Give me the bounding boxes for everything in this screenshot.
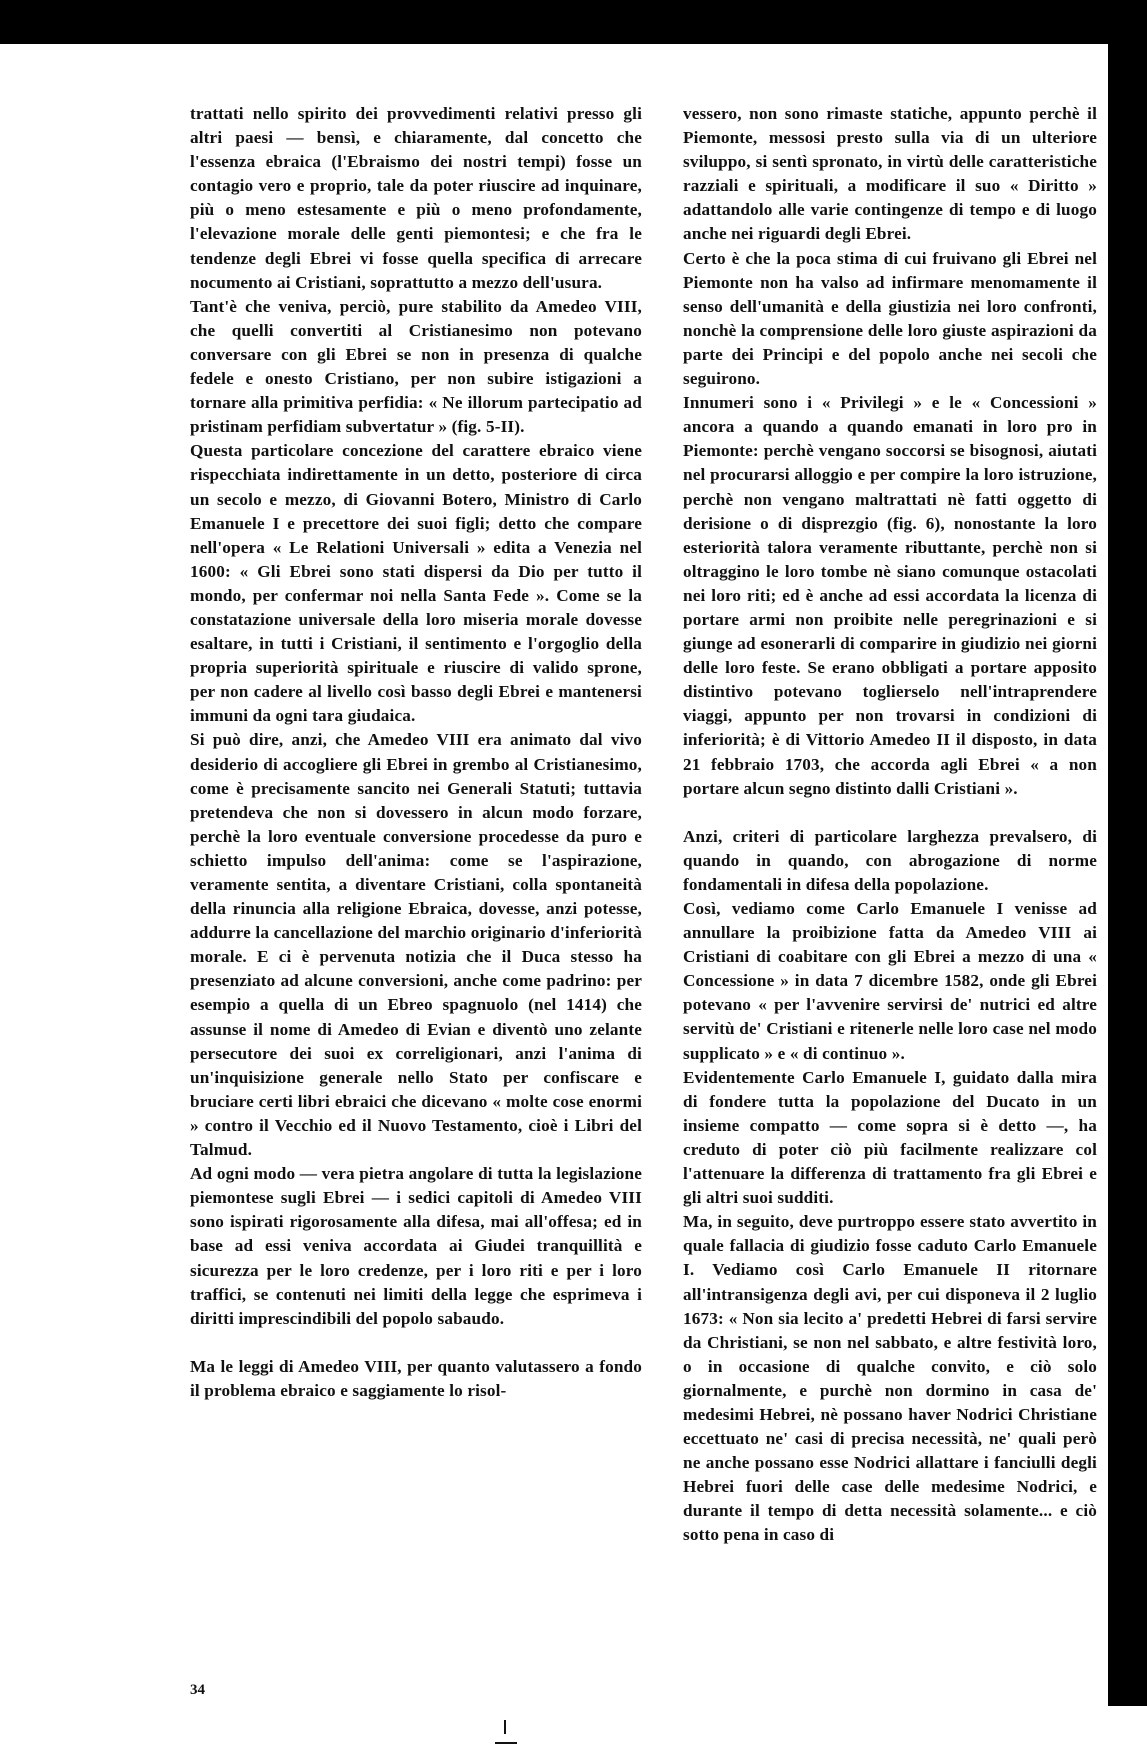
left-text-column	[190, 102, 642, 1403]
page-number: 34	[190, 1682, 205, 1698]
paragraph: Ad ogni modo — vera pietra angolare di tutta la legislazione piemontese sugli Ebrei — i sedici capitoli di Amedeo VIII sono ispirati rigorosamente alla difesa, mai all'offesa; ed in base ad essi veniva accordata ai Giudei tranquillità e sicurezza per le loro credenze, per i loro riti e per i loro traffici, se contenuti nei limiti della legge che esprimeva i diritti imprescindibili del popolo sabaudo.	[190, 1164, 642, 1328]
right-text-column	[683, 102, 1097, 1548]
book-page	[40, 44, 1108, 1706]
paragraph: Così, vediamo come Carlo Emanuele I venisse ad annullare la proibizione fatta da Amedeo VIII ai Cristiani di coabitare con gli Ebrei a mezzo di una « Concessione » in data 7 dicembre 1582, onde gli Ebrei potevano « per l'avvenire servirsi de' nutrici ed altre servitù de' Cristiani e ritenerle nelle loro case nel modo supplicato » e « di continuo ».	[683, 899, 1097, 1063]
paragraph: trattati nello spirito dei provvedimenti relativi presso gli altri paesi — bensì, e chiaramente, dal concetto che l'essenza ebraica (l'Ebraismo dei nostri tempi) fosse un contagio vero e proprio, tale da poter riuscire ad inquinare, più o meno estesamente e più o meno profondamente, l'elevazione morale delle genti piemontesi; e che fra le tendenze degli Ebrei vi fosse quella specifica di arrecare nocumento ai Cristiani, soprattutto a mezzo dell'usura.	[190, 104, 642, 292]
paragraph: Questa particolare concezione del carattere ebraico viene rispecchiata indirettamente in un detto, posteriore di circa un secolo e mezzo, di Giovanni Botero, Ministro di Carlo Emanuele I e precettore dei suoi figli; detto che compare nell'opera « Le Relationi Universali » edita a Venezia nel 1600: « Gli Ebrei sono stati dispersi da Dio per tutto il mondo, per confermar noi nella Santa Fede ». Come se la constatazione universale della loro miseria morale dovesse esaltare, in tutti i Cristiani, il sentimento e l'orgoglio della propria superiorità spirituale e riuscire di valido sprone, per non cadere al livello così basso degli Ebrei e mantenersi immuni da ogni tara giudaica.	[190, 441, 642, 726]
crop-mark-base	[495, 1732, 517, 1744]
paragraph: Anzi, criteri di particolare larghezza prevalsero, di quando in quando, con abrogazione di norme fondamentali in difesa della popolazione.	[683, 826, 1097, 894]
paragraph: Evidentemente Carlo Emanuele I, guidato dalla mira di fondere tutta la popolazione del Ducato in un insieme compatto — come sopra si è detto —, ha creduto di poter ciò più facilmente realizzare col l'attenuare la differenza di trattamento fra gli Ebrei e gli altri suoi sudditi.	[683, 1067, 1097, 1208]
scan-border-top	[0, 0, 970, 44]
paragraph: Certo è che la poca stima di cui fruivano gli Ebrei nel Piemonte non ha valso ad infirmare menomamente il senso dell'umanità e della giustizia nei loro confronti, nonchè la comprensione delle loro giuste aspirazioni da parte dei Principi e del popolo anche nei secoli che seguirono.	[683, 248, 1097, 389]
scan-border-right	[1108, 0, 1147, 1706]
paragraph: Tant'è che veniva, perciò, pure stabilito da Amedeo VIII, che quelli convertiti al Cristianesimo non potevano conversare con gli Ebrei se non in presenza di qualche fedele e onesto Cristiano, per non subire istigazioni a tornare alla primitiva perfidia: « Ne illorum partecipatio ad pristinam perfidiam subvertatur » (fig. 5-II).	[190, 296, 642, 437]
paragraph: Innumeri sono i « Privilegi » e le « Concessioni » ancora a quando a quando emanati in loro pro in Piemonte: perchè vengano soccorsi se bisognosi, aiutati nel procurarsi alloggio e per compire la loro istruzione, perchè non vengano maltrattati nè fatti oggetto di derisione o di disprezgio (fig. 6), nonostante la loro esteriorità talora veramente ributtante, perchè non si oltraggino le loro tombe nè siano comunque ostacolati nei loro riti; ed è anche ad essi accordata la licenza di portare armi non proibite nelle peregrinazioni e si giunge ad esonerarli di comparire in giudizio nei giorni delle loro feste. Se erano obbligati a portare apposito distintivo potevano toglierselo nell'intraprendere viaggi, appunto per non trovarsi in condizioni di inferiorità; è di Vittorio Amedeo II il disposto, in data 21 febbraio 1703, che accorda agli Ebrei « a non portare alcun segno distinto dalli Cristiani ».	[683, 393, 1097, 798]
paragraph: Ma le leggi di Amedeo VIII, per quanto valutassero a fondo il problema ebraico e saggiamente lo risol-	[190, 1356, 642, 1400]
paragraph: Ma, in seguito, deve purtroppo essere stato avvertito in quale fallacia di giudizio fosse caduto Carlo Emanuele I. Vediamo così Carlo Emanuele II ritornare all'intransigenza degli avi, per cui disponeva il 2 luglio 1673: « Non sia lecito a' predetti Hebrei di farsi servire da Christiani, se non nel sabbato, e altre festività loro, o in occasione di qualche convito, e ciò solo giornalmente, e purchè non dormino in casa de' medesimi Hebrei, nè possano haver Nodrici Christiane eccettuato ne' casi di precisa necessità, ne' quali però ne anche possano esse Nodrici allattare i fanciulli degli Hebrei fuori delle case delle medesime Nodrici, e durante il tempo di detta necessità solamente... e ciò sotto pena in caso di	[683, 1212, 1097, 1545]
paragraph: vessero, non sono rimaste statiche, appunto perchè il Piemonte, messosi presto sulla via di un ulteriore sviluppo, si sentì spronato, in virtù delle caratteristiche razziali e spirituali, a modificare il suo « Diritto » adattandolo alle varie contingenze di tempo e di luogo anche nei riguardi degli Ebrei.	[683, 104, 1097, 244]
paragraph: Si può dire, anzi, che Amedeo VIII era animato dal vivo desiderio di accogliere gli Ebrei in grembo al Cristianesimo, come è precisamente sancito nei Generali Statuti; tuttavia pretendeva che non si dovessero in alcun modo forzare, perchè la loro eventuale conversione procedesse da puro e schietto impulso dell'anima: come se l'aspirazione, veramente sentita, a diventare Cristiani, colla spontaneità della rinuncia alla religione Ebraica, dovesse, anzi potesse, addurre la cancellazione del marchio originario d'inferiorità morale. E ci è pervenuta notizia che il Duca stesso ha presenziato ad alcune conversioni, anche come padrino: per esempio a quella di un Ebreo spagnuolo (nel 1414) che assunse il nome di Amedeo di Evian e diventò uno zelante persecutore dei suoi ex correligionari, anzi l'anima di un'inquisizione generale nello Stato per confiscare e bruciare certi libri ebraici che dicevano « molte cose enormi » contro il Vecchio ed il Nuovo Testamento, cioè i Libri del Talmud.	[190, 730, 642, 1160]
